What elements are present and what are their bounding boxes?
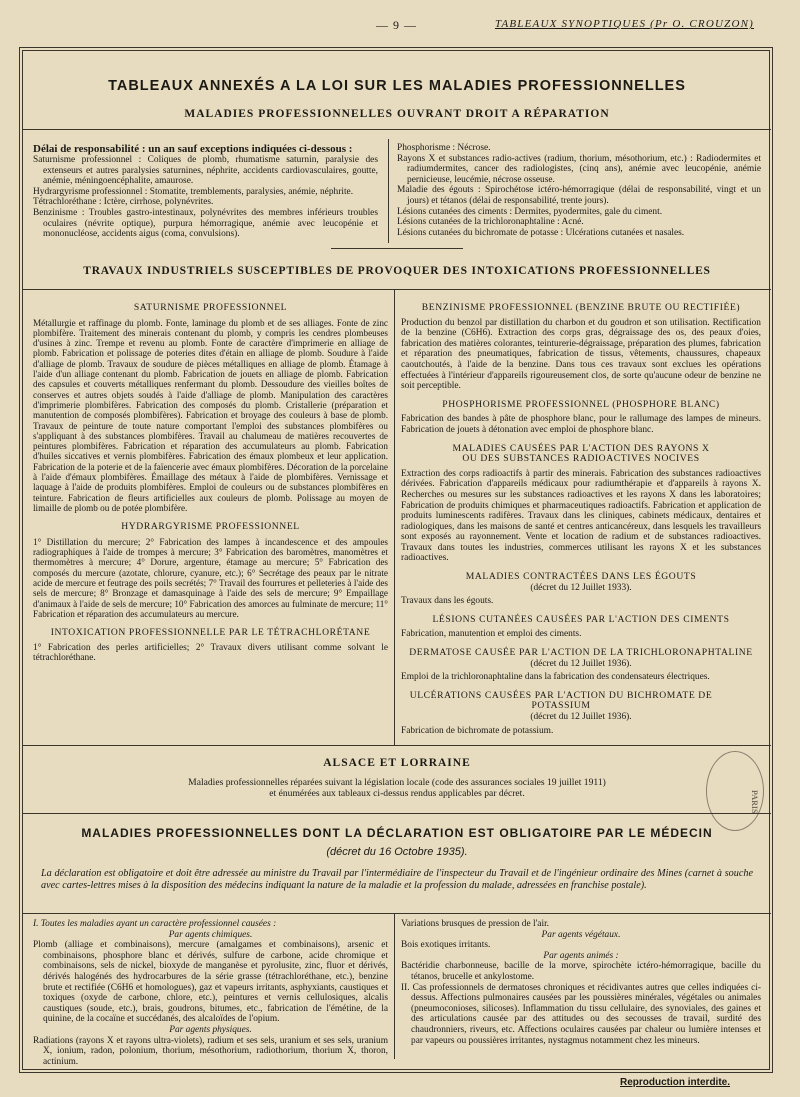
section1-heading: MALADIES PROFESSIONNELLES OUVRANT DROIT A RÉPARATION xyxy=(184,108,610,120)
declaration-intro: La déclaration est obligatoire et doit être adressée au ministre du Travail par l'intermédiaire de l'inspecteur du Travail et de l'ingénieur ordinaire des Mines (carnet à souche avec cartes-lettres mises à la disposition des médecins indiquant la nature de la maladie et la profession du malade, adressées en franchise postale). xyxy=(41,868,753,891)
benzinisme-text: Production du benzol par distillation du charbon et du goudron et son utilisation. Rectification de la benzine (C6H6). Extraction des corps gras, dégraissage des os, des peaux d'oies, fabrication des matières colorantes, teinturerie-dégraissage, préparation des plumes, fabrication et réparation des pneumatiques, fabrication de tissus, vêtements, chaussures, chapeaux caoutchoutés, à l'aide de la benzine. Dans tous ces travaux sont exclues les opérations effectuées à l'intérieur d'appareils rigoureusement clos, de sorte qu'aucune odeur de benzine ne soit perceptible. xyxy=(401,317,761,392)
section1-left-item: Tétrachloréthane : Ictère, cirrhose, polynévrites. xyxy=(33,197,214,208)
divider xyxy=(23,289,771,290)
rayons-x-subtitle: OU DES SUBSTANCES RADIOACTIVES NOCIVES xyxy=(462,453,700,465)
section2-right-column xyxy=(401,297,761,736)
section1-right-item: Rayons X et substances radio-actives (radium, thorium, mésothorium, etc.) : Radiodermites et radiumdermites, cancer des radiologistes, (cinq ans), anémie avec leucopénie, anémie pernicieuse, leucémie, nécrose osseuse. xyxy=(397,153,761,185)
hydrargyrisme-text: 1° Distillation du mercure; 2° Fabrication des lampes à incandescence et des ampoules radiographiques à l'aide de trompes à mercure; 3° Fabrication des baromètres, manomètres et thermomètres à mercure; 4° Dorure, argenture, étamage au mercure; 5° Fabrication des composés du mercure (azotate, chlorure, cyanure, etc.); 6° Secrétage des peaux par le nitrate acide de mercure et feutrage des poils secrétés; 7° Travail des fourrures et pelleteries à l'aide des sels de mercure; 8° Bronzage et damasquinage à l'aide des sels de mercure; 9° Empaillage d'animaux à l'aide de sels de mercure; 10° Fabrication des amorces au fulminate de mercure; 11° Fabrication et réparation des accumulateurs au mercure. xyxy=(33,536,388,619)
section1-right-item: Lésions cutanées de la trichloronaphtaline : Acné. xyxy=(397,217,584,228)
page-frame xyxy=(22,50,770,1070)
trichloronaphtaline-text: Emploi de la trichloronaphtaline dans la fabrication des condensateurs électriques. xyxy=(401,672,710,683)
animate-agents-text: Bactéridie charbonneuse, bacille de la morve, spirochète ictéro-hémorragique, bacille du tétanos, brucelle et ankylostome. xyxy=(401,961,761,982)
declaration-ii-text: II. Cas professionnels de dermatoses chroniques et récidivantes autres que celles indiquées ci-dessus. Affections pulmonaires causées par les poussières minérales, végétales ou animales (pneumoconioses, silicoses). Inflammation du tissu cellulaire, des synoviales, des gaines et des articulations causée par des attitudes ou des secousses de travail, surdité des chaudronniers, riveurs, etc. Affections oculaires causées par chaleur ou lumière intenses et par vapeurs ou poussières irritantes, nystagmus notamment chez les mineurs. xyxy=(401,982,761,1046)
alsace-text xyxy=(23,777,771,799)
section1-right-item: Lésions cutanées du bichromate de potasse : Ulcérations cutanées et nasales. xyxy=(397,227,685,238)
rayons-x-title: MALADIES CAUSÉES PAR L'ACTION DES RAYONS X xyxy=(452,442,710,454)
section1-left-item: Délai de responsabilité : un an sauf exceptions indiquées ci-dessous : xyxy=(33,143,353,155)
section1-right-item: Phosphorisme : Nécrose. xyxy=(397,143,491,153)
divider xyxy=(23,745,771,746)
saturnisme-title: SATURNISME PROFESSIONNEL xyxy=(133,302,288,313)
column-divider xyxy=(394,289,395,745)
declaration-heading: MALADIES PROFESSIONNELLES DONT LA DÉCLARATION EST OBLIGATOIRE PAR LE MÉDECIN xyxy=(81,826,713,840)
section1-right-column xyxy=(397,143,761,238)
chemical-agents-text: Plomb (alliage et combinaisons), mercure (amalgames et combinaisons), arsenic et combinaisons, phosphore blanc et dérivés, sulfure de carbone, acide chromique et combinaisons, sels de nickel, bioxyde de manganèse et pyrolusite, zinc, fluor et dérivés, dérivés halogénés des hydrocarbures de la série grasse (tétrachloréthane, etc.), benzine brute et rectifiée (C6H6 et homologues), gaz et vapeurs irritants, asphyxiants, caustiques et toxiques (oxyde de carbone, chlore, etc.), peintures et vernis cellulosiques, alcalis caustiques (soude, etc.), brais, goudrons, bitumes, etc., fabrication de l'émétine, de la quinine, de la cocaïne et succédanés, des alcaloïdes de l'opium. xyxy=(33,940,388,1025)
ciments-text: Fabrication, manutention et emploi des ciments. xyxy=(401,629,582,640)
bichromate-date: (décret du 12 Juillet 1936). xyxy=(530,712,632,722)
animate-agents-label: Par agents animés : xyxy=(543,950,619,961)
benzinisme-title: BENZINISME PROFESSIONNEL (BENZINE BRUTE OU RECTIFIÉE) xyxy=(421,302,741,313)
alsace-text-line: et énumérées aux tableaux ci-dessus rendus applicables par décret. xyxy=(269,788,525,799)
divider xyxy=(23,129,771,130)
declaration-i-title: I. Toutes les maladies ayant un caractère professionnel causées : xyxy=(33,919,277,929)
egouts-text: Travaux dans les égouts. xyxy=(401,596,494,607)
declaration-right-column xyxy=(401,919,761,1046)
page-number: — 9 — xyxy=(376,18,417,32)
section1-left-item: Benzinisme : Troubles gastro-intestinaux, polynévrites des membres inférieurs troubles oculaires (névrite optique), purpura hémorragique, anémie avec leucopénie et mononucléose, accidents aigus (coma, convulsions). xyxy=(33,207,378,240)
tetrachlorethane-title: INTOXICATION PROFESSIONNELLE PAR LE TÉTRACHLORÉTANE xyxy=(50,627,371,639)
physical-agents-label: Par agents physiques. xyxy=(169,1024,252,1035)
section1-left-column xyxy=(33,143,378,240)
short-divider xyxy=(331,248,463,249)
phosphorisme-title: PHOSPHORISME PROFESSIONNEL (PHOSPHORE BLANC) xyxy=(442,398,720,410)
ciments-title: LÉSIONS CUTANÉES CAUSÉES PAR L'ACTION DES CIMENTS xyxy=(432,613,730,625)
section1-left-item: Saturnisme professionnel : Coliques de plomb, rhumatisme saturnin, paralysie des extenseurs et autres paralysies saturnines, néphrite, accidents cardiovasculaires, goutte, anémie, méningoencéphalite, amaurose. xyxy=(33,155,378,187)
reproduction-notice: Reproduction interdite. xyxy=(620,1077,730,1088)
rayons-x-text: Extraction des corps radioactifs à partir des minerais. Fabrication des substances radioactives dérivées. Fabrication d'appareils médicaux pour radiumthérapie et d'appareils à rayons X. Recherches ou mesures sur les substances radioactives et les rayons X dans les laboratoires; Fabrication de produits chimiques et pharmaceutiques radioactifs. Fabrication et application de produits luminescents radifères. Travaux dans les cliniques, cabinets médicaux, dentaires et radiologiques, dans les maisons de santé et centres anticancéreux, dans lesquels les travailleurs sont exposés au rayonnement. Vente et location de radium et de substances radioactives. Travaux dans toutes les industries, commerces utilisant les rayons X et les substances radioactives. xyxy=(401,468,761,564)
stamp-text: PARIS xyxy=(750,790,759,814)
section2-left-column xyxy=(33,297,388,664)
pressure-variations-text: Variations brusques de pression de l'air. xyxy=(401,919,550,929)
section2-heading: TRAVAUX INDUSTRIELS SUSCEPTIBLES DE PROVOQUER DES INTOXICATIONS PROFESSIONNELLES xyxy=(83,265,711,277)
declaration-left-column xyxy=(33,919,388,1067)
section1-left-item: Hydrargyrisme professionnel : Stomatite, tremblements, paralysies, anémie, néphrite. xyxy=(33,186,354,197)
trichloronaphtaline-title: DERMATOSE CAUSÉE PAR L'ACTION DE LA TRICHLORONAPHTALINE xyxy=(409,647,753,659)
vegetal-agents-label: Par agents végétaux. xyxy=(541,929,621,940)
divider xyxy=(23,913,771,914)
hydrargyrisme-title: HYDRARGYRISME PROFESSIONNEL xyxy=(121,521,300,533)
bichromate-title: ULCÉRATIONS CAUSÉES PAR L'ACTION DU BICHROMATE DE POTASSIUM xyxy=(409,689,713,712)
running-title: TABLEAUX SYNOPTIQUES (Pr O. CROUZON) xyxy=(494,18,754,30)
page-title: TABLEAUX ANNEXÉS A LA LOI SUR LES MALADIES PROFESSIONNELLES xyxy=(108,78,686,94)
egouts-date: (décret du 12 Juillet 1933). xyxy=(530,582,632,593)
vegetal-agents-text: Bois exotiques irritants. xyxy=(401,940,491,951)
section1-right-item: Lésions cutanées des ciments : Dermites, pyodermites, gale du ciment. xyxy=(397,206,663,217)
alsace-text-line: Maladies professionnelles réparées suivant la législation locale (code des assurances sociales 19 juillet 1911) xyxy=(188,777,606,788)
saturnisme-text: Métallurgie et raffinage du plomb. Fonte, laminage du plomb et de ses alliages. Fonte de zinc plombifère. Traitement des minerais contenant du plomb, y compris les cendres plombeuses d'usines à zinc. Trempe et revenu au plomb. Fonte de caractère d'imprimerie en alliage de plomb. Fabrication et polissage de poteries dites d'étain en alliage de plomb. Soudure à l'aide d'alliage de plomb. Travaux de soudure de pièces métalliques en alliage de plomb. Étamage à l'aide d'un alliage contenant du plomb. Fabrication de jouets en alliage de plomb. Fabrication des capsules et couverts métalliques renfermant du plomb. Dessoudure des vieilles boîtes de conserves et autres objets soudés à l'aide d'alliage de plomb. Manipulation des caractères d'imprimerie plombifères. Fabrication des composés du plomb. Cristallerie (préparation et manutention de composés plombifères). Fabrication et broyage des couleurs à base de plomb. Travaux de peinture de toute nature comportant l'emploi des substances plombifères ou s'appliquant à des substances plombifères. Travail au chalumeau de matières recouvertes de peintures plombifères. Fabrication et réparation des accumulateurs au plomb. Fabrication d'huiles siccatives et vernis plombifères. Fabrication des émaux plombeux et leur application. Fabrication de la poterie et de la faïencerie avec émaux plombifères. Décoration de la porcelaine à l'aide d'émaux plombifères. Émaillage des métaux à l'aide de plombifères. Vernissage et laquage à l'aide de produits plombifères. Emploi de couleurs ou de substances plombifères en teinture. Fabrication de fleurs artificielles aux couleurs de plomb. Polissage au moyen de limaille de plomb ou de potée plombifère. xyxy=(33,317,388,513)
alsace-heading: ALSACE ET LORRAINE xyxy=(323,757,471,769)
column-divider xyxy=(388,139,389,243)
column-divider xyxy=(394,913,395,1059)
chemical-agents-label: Par agents chimiques. xyxy=(168,929,253,940)
official-stamp xyxy=(706,751,764,831)
declaration-subheading: (décret du 16 Octobre 1935). xyxy=(326,846,468,858)
physical-agents-text: Radiations (rayons X et rayons ultra-violets), radium et ses sels, uranium et ses sels, uranium X, ionium, radon, polonium, thorium, mésothorium, radiothorium, thorium X, thoron, actinium. xyxy=(33,1035,388,1067)
running-head xyxy=(0,16,800,36)
bichromate-text: Fabrication de bichromate de potassium. xyxy=(401,725,554,736)
divider xyxy=(23,813,771,814)
section1-right-item: Maladie des égouts : Spirochétose ictéro-hémorragique (délai de responsabilité, vingt et un jours) et tétanos (délai de responsabilité, trente jours). xyxy=(397,185,761,206)
phosphorisme-text: Fabrication des bandes à pâte de phosphore blanc, pour le rallumage des lampes de mineurs. Fabrication de jouets à détonation avec emploi de phosphore blanc. xyxy=(401,414,761,435)
tetrachlorethane-text: 1° Fabrication des perles artificielles; 2° Travaux divers utilisant comme solvant le tétrachloréthane. xyxy=(33,642,388,664)
trichloronaphtaline-date: (décret du 12 Juillet 1936). xyxy=(530,658,632,669)
egouts-title: MALADIES CONTRACTÉES DANS LES ÉGOUTS xyxy=(465,571,697,583)
